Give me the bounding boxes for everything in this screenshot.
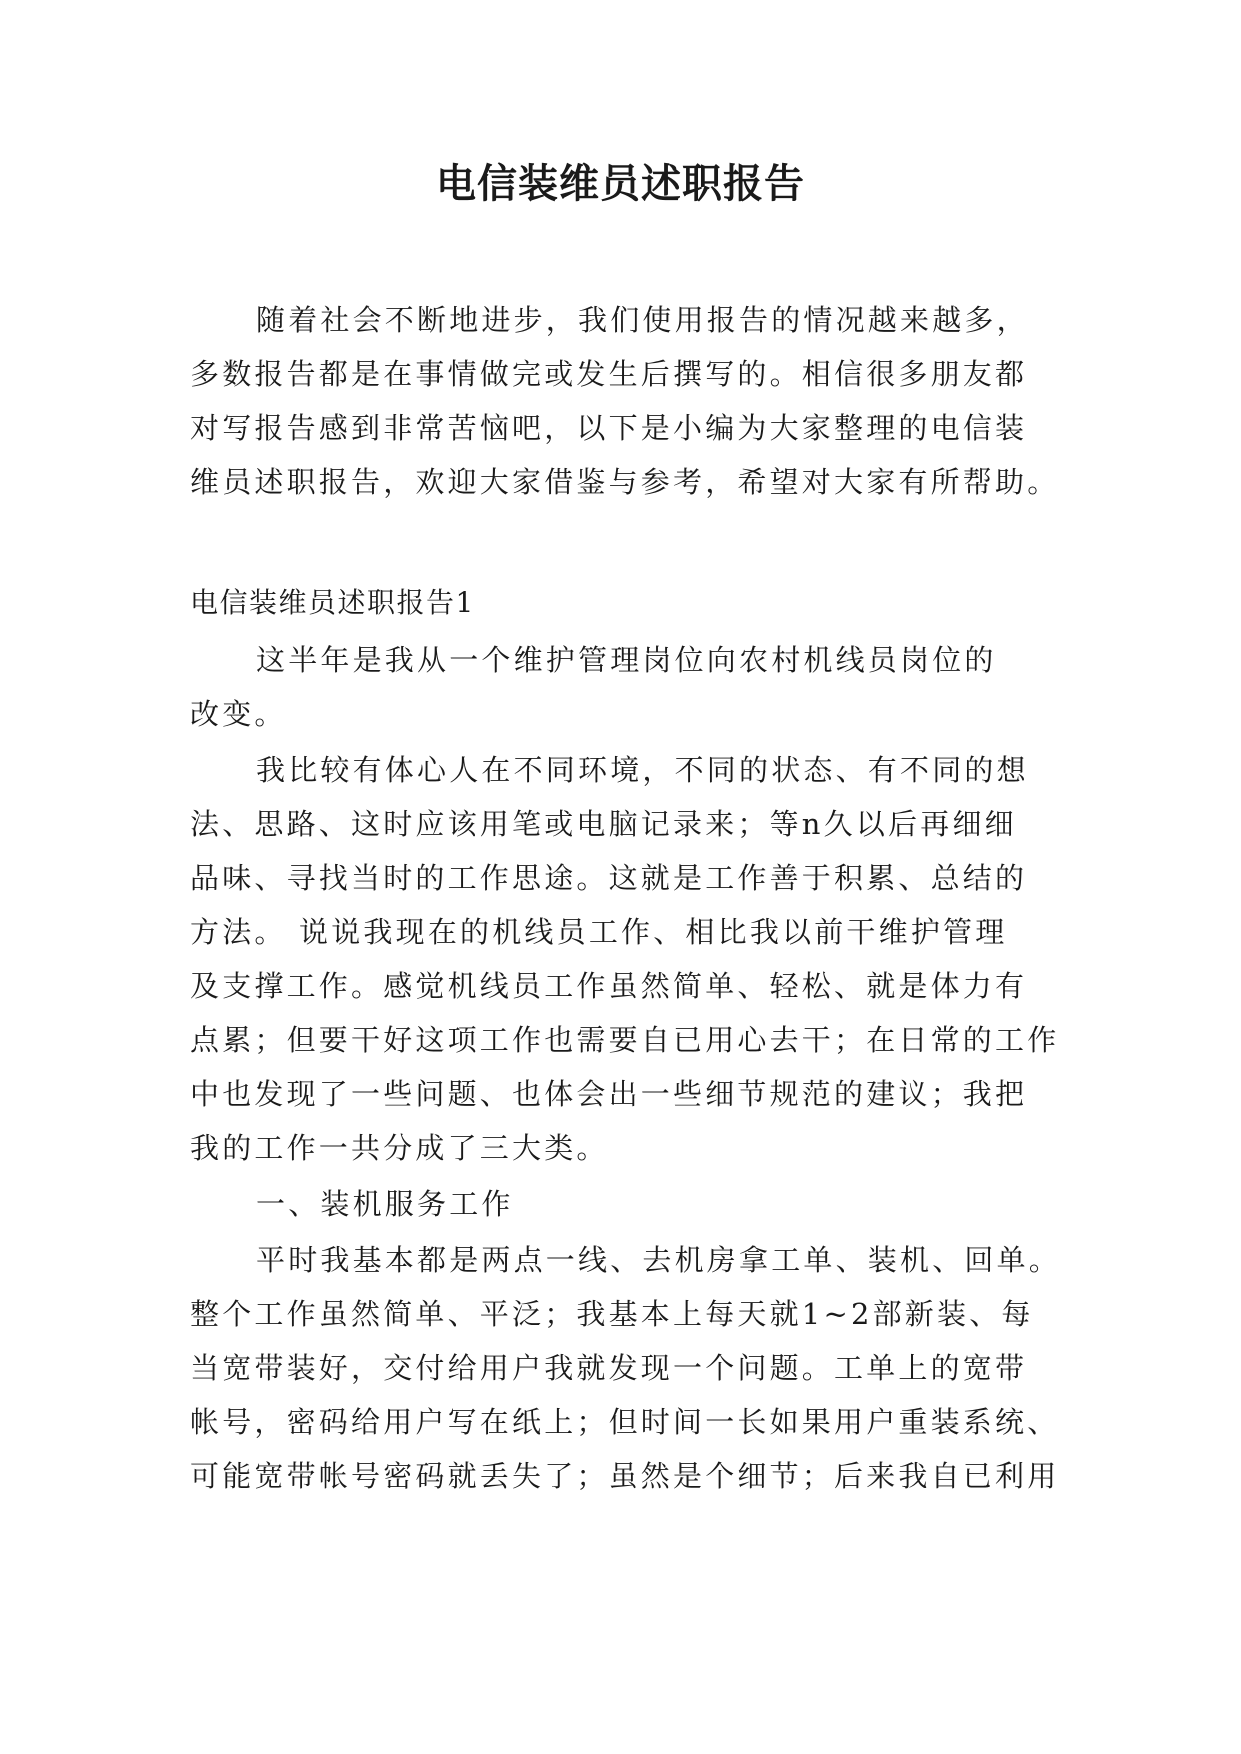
paragraph-line: 可能宽带帐号密码就丢失了；虽然是个细节；后来我自已利用	[190, 1459, 1060, 1493]
subsection-heading: 一、装机服务工作	[256, 1187, 514, 1221]
paragraph-line: 点累；但要干好这项工作也需要自已用心去干；在日常的工作	[190, 1023, 1060, 1057]
paragraph-line: 方法。 说说我现在的机线员工作、相比我以前干维护管理	[190, 915, 1008, 949]
paragraph-line: 平时我基本都是两点一线、去机房拿工单、装机、回单。	[256, 1243, 1062, 1277]
paragraph-line: 这半年是我从一个维护管理岗位向农村机线员岗位的	[256, 643, 997, 677]
paragraph-line: 当宽带装好，交付给用户我就发现一个问题。工单上的宽带	[190, 1351, 1028, 1385]
paragraph-line: 改变。	[190, 697, 287, 731]
paragraph-line: 法、思路、这时应该用笔或电脑记录来；等n久以后再细细	[190, 807, 1017, 841]
section-heading: 电信装维员述职报告1	[190, 586, 475, 619]
paragraph-line: 帐号，密码给用户写在纸上；但时间一长如果用户重装系统、	[190, 1405, 1060, 1439]
paragraph-line: 维员述职报告，欢迎大家借鉴与参考，希望对大家有所帮助。	[190, 465, 1060, 499]
paragraph-line: 多数报告都是在事情做完或发生后撰写的。相信很多朋友都	[190, 357, 1028, 391]
paragraph-line: 中也发现了一些问题、也体会出一些细节规范的建议；我把	[190, 1077, 1028, 1111]
paragraph-line: 我的工作一共分成了三大类。	[190, 1131, 609, 1165]
paragraph-line: 品味、寻找当时的工作思途。这就是工作善于积累、总结的	[190, 861, 1028, 895]
paragraph-line: 及支撑工作。感觉机线员工作虽然简单、轻松、就是体力有	[190, 969, 1028, 1003]
document-title: 电信装维员述职报告	[436, 161, 805, 207]
paragraph-line: 对写报告感到非常苦恼吧，以下是小编为大家整理的电信装	[190, 411, 1028, 445]
paragraph-line: 我比较有体心人在不同环境，不同的状态、有不同的想	[256, 753, 1029, 787]
paragraph-line: 整个工作虽然简单、平泛；我基本上每天就1~2部新装、每	[190, 1297, 1034, 1331]
paragraph-line: 随着社会不断地进步，我们使用报告的情况越来越多，	[256, 303, 1029, 337]
